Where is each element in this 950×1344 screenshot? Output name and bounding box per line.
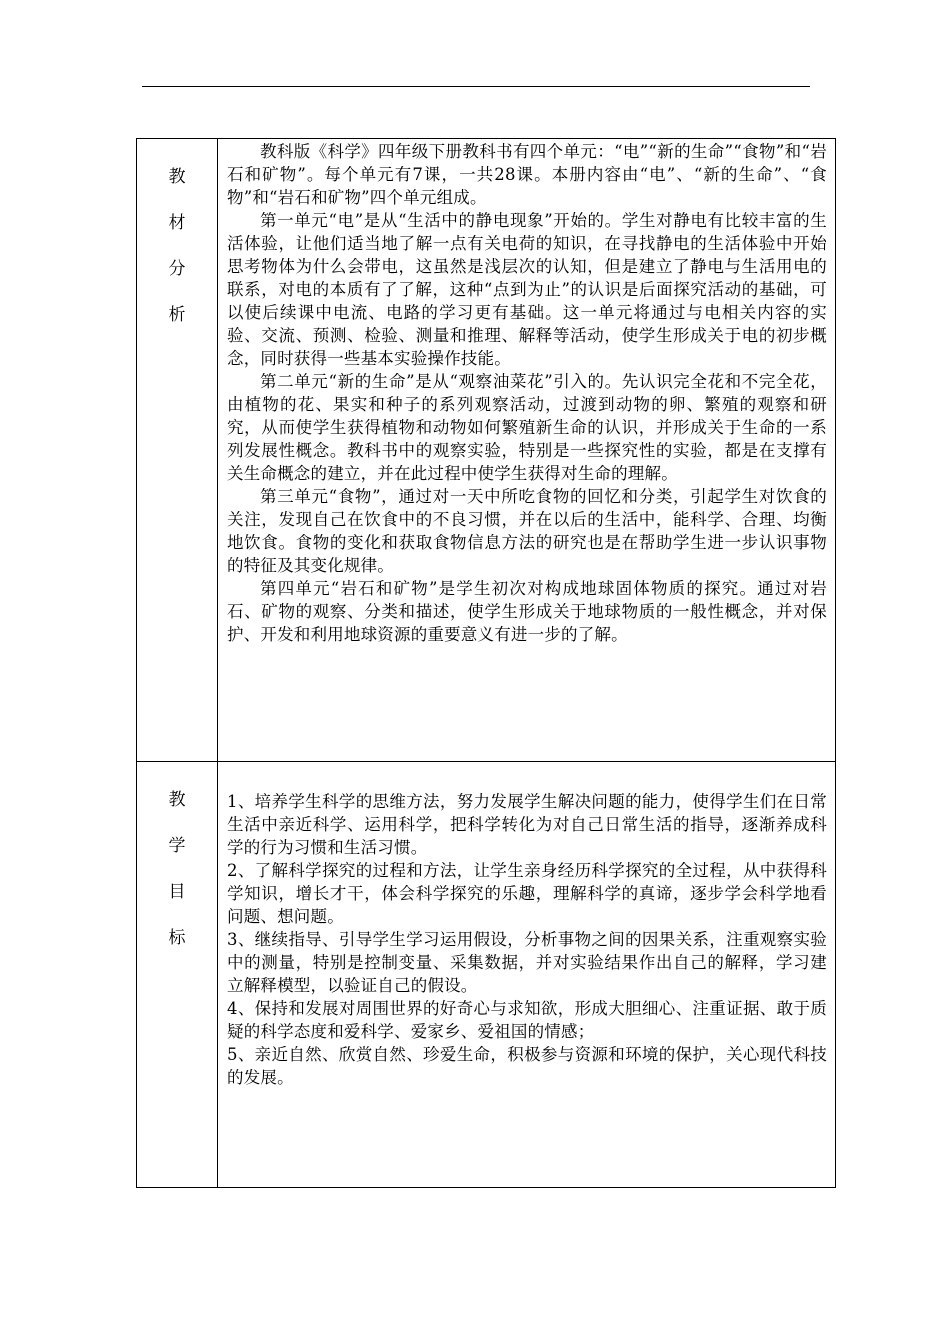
goal-item-4: 4、保持和发展对周围世界的好奇心与求知欲，形成大胆细心、注重证据、敢于质疑的科学态度和爱科学、爱家乡、爱祖国的情感； bbox=[227, 999, 827, 1041]
label-char: 教 bbox=[168, 790, 186, 810]
textbook-analysis-content bbox=[218, 139, 836, 762]
goal-item-5: 5、亲近自然、欣赏自然、珍爱生命，积极参与资源和环境的保护，关心现代科技的发展。 bbox=[227, 1045, 827, 1087]
goal-item-1: 1、培养学生科学的思维方法，努力发展学生解决问题的能力，使得学生们在日常生活中亲近科学、运用科学，把科学转化为对自己日常生活的指导，逐渐养成科学的行为习惯和生活习惯。 bbox=[227, 792, 827, 857]
analysis-paragraph-unit1: 第一单元“电”是从“生活中的静电现象”开始的。学生对静电有比较丰富的生活体验，让他们适当地了解一点有关电荷的知识，在寻找静电的生活体验中开始思考物体为什么会带电，这虽然是浅层次的认知，但是建立了静电与生活用电的联系，对电的本质有了了解，这种“点到为止”的认识是后面探究活动的基础，可以使后续课中电流、电路的学习更有基础。这一单元将通过与电相关内容的实验、交流、预测、检验、测量和推理、解释等活动，使学生形成关于电的初步概念，同时获得一些基本实验操作技能。 bbox=[227, 211, 827, 368]
row-label-textbook-analysis bbox=[137, 139, 218, 762]
label-char: 目 bbox=[168, 882, 186, 902]
label-char: 分 bbox=[168, 259, 186, 279]
label-char: 标 bbox=[168, 928, 186, 948]
label-char: 教 bbox=[168, 167, 186, 187]
table-row-teaching-goals bbox=[137, 762, 836, 1188]
analysis-paragraph-unit4: 第四单元“岩石和矿物”是学生初次对构成地球固体物质的探究。通过对岩石、矿物的观察、分类和描述，使学生形成关于地球物质的一般性概念，并对保护、开发和利用地球资源的重要意义有进一步的了解。 bbox=[227, 579, 827, 644]
label-char: 学 bbox=[168, 836, 186, 856]
goal-item-2: 2、了解科学探究的过程和方法，让学生亲身经历科学探究的全过程，从中获得科学知识，增长才干，体会科学探究的乐趣，理解科学的真谛，逐步学会科学地看问题、想问题。 bbox=[227, 861, 827, 926]
teaching-goals-content bbox=[218, 762, 836, 1188]
lesson-plan-table bbox=[136, 138, 836, 1188]
analysis-paragraph-unit2: 第二单元“新的生命”是从“观察油菜花”引入的。先认识完全花和不完全花，由植物的花、果实和种子的系列观察活动，过渡到动物的卵、繁殖的观察和研究，从而使学生获得植物和动物如何繁殖新生命的认识，并形成关于生命的一系列发展性概念。教科书中的观察实验，特别是一些探究性的实验，都是在支撑有关生命概念的建立，并在此过程中使学生获得对生命的理解。 bbox=[227, 372, 827, 483]
header-rule bbox=[142, 86, 810, 87]
table-row-textbook-analysis bbox=[137, 139, 836, 762]
label-char: 材 bbox=[168, 213, 186, 233]
label-char: 析 bbox=[168, 305, 186, 325]
analysis-paragraph-unit3: 第三单元“食物”，通过对一天中所吃食物的回忆和分类，引起学生对饮食的关注，发现自己在饮食中的不良习惯，并在以后的生活中，能科学、合理、均衡地饮食。食物的变化和获取食物信息方法的研究也是在帮助学生进一步认识事物的特征及其变化规律。 bbox=[227, 487, 827, 575]
goal-item-3: 3、继续指导、引导学生学习运用假设，分析事物之间的因果关系，注重观察实验中的测量，特别是控制变量、采集数据，并对实验结果作出自己的解释，学习建立解释模型，以验证自己的假设。 bbox=[227, 930, 827, 995]
analysis-paragraph-intro: 教科版《科学》四年级下册教科书有四个单元：“电”“新的生命”“食物”和“岩石和矿物”。每个单元有7课，一共28课。本册内容由“电”、“新的生命”、“食物”和“岩石和矿物”四个单元组成。 bbox=[227, 142, 827, 207]
row-label-teaching-goals bbox=[137, 762, 218, 1188]
